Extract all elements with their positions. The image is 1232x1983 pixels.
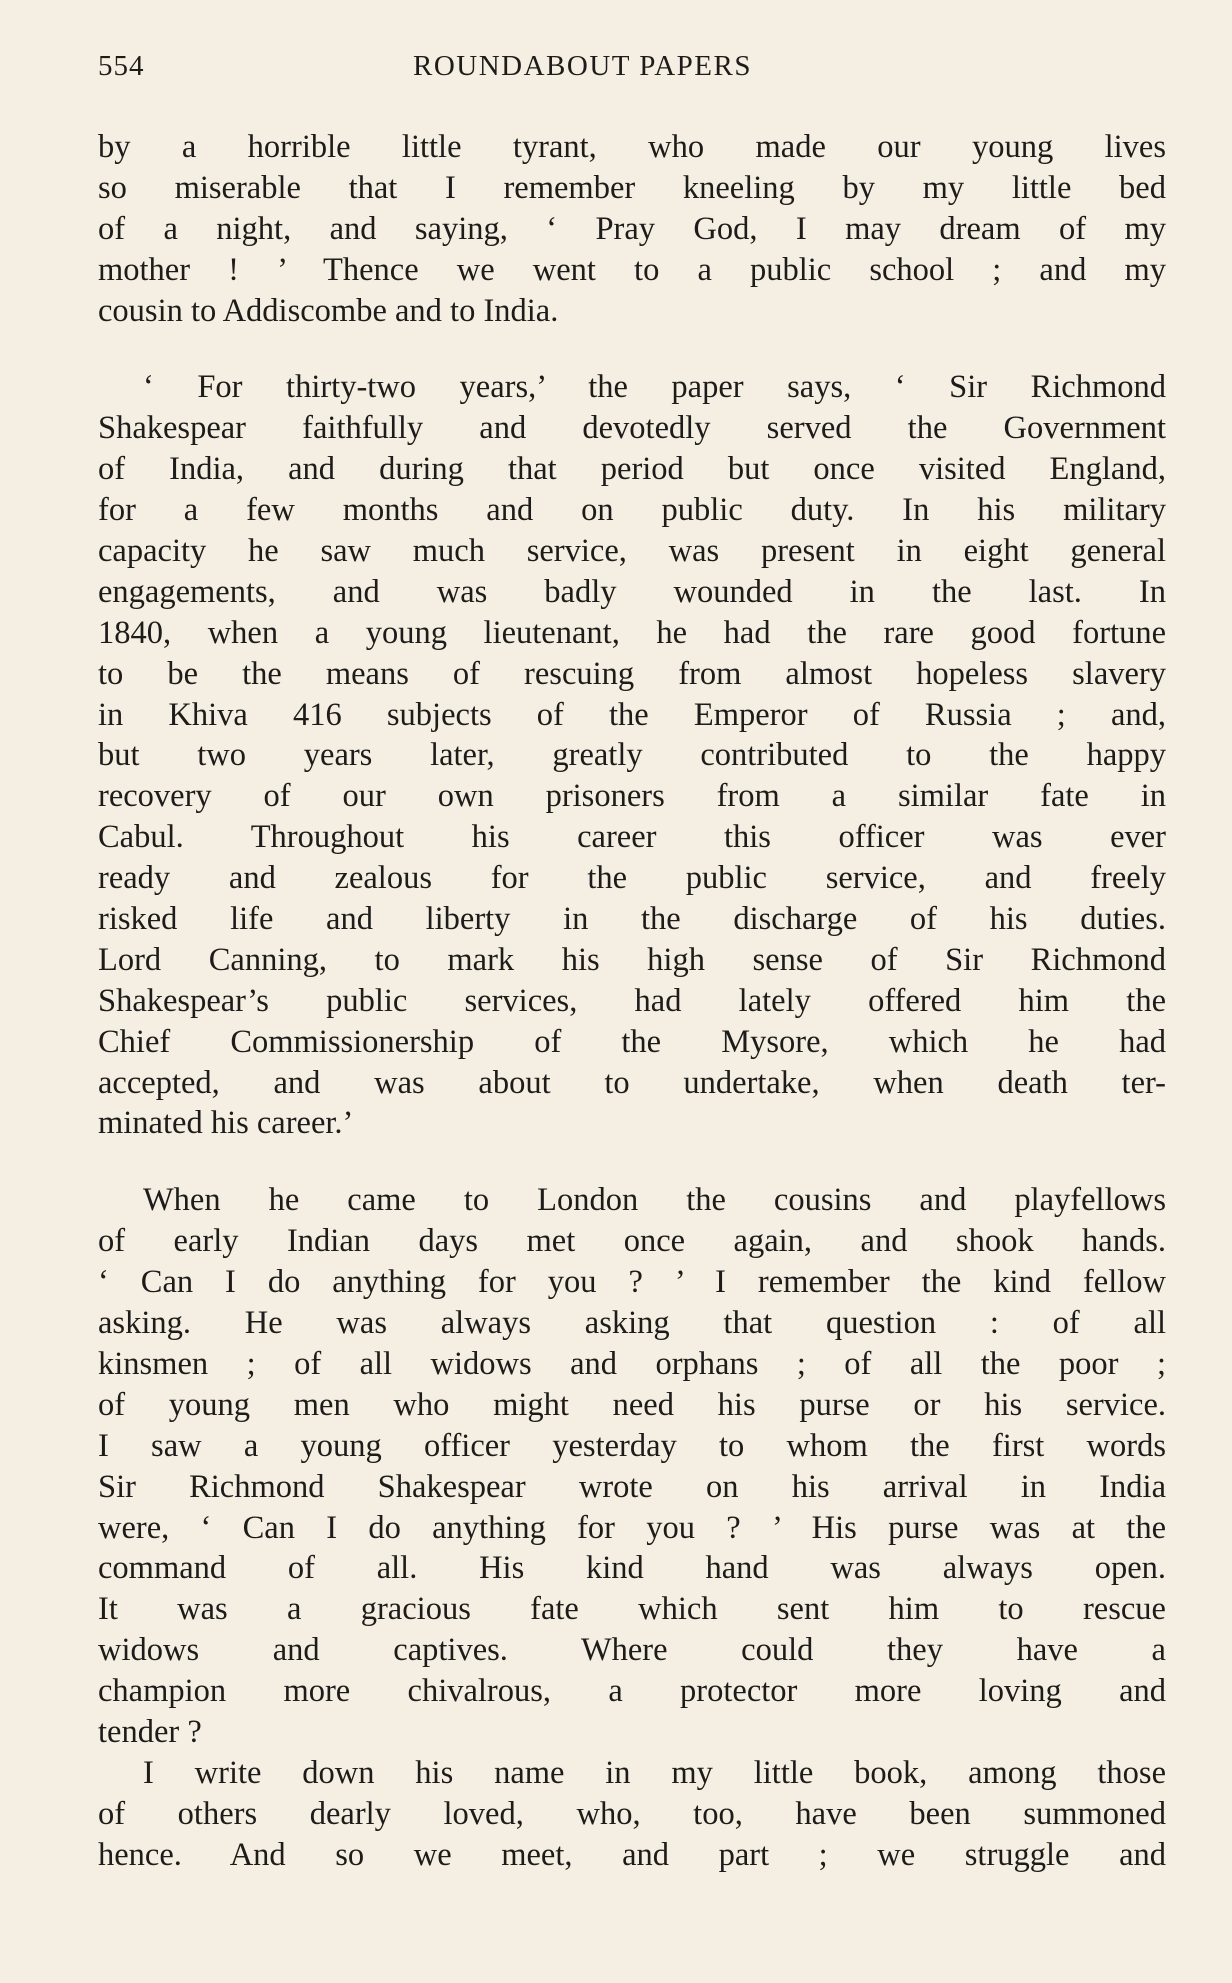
- text-line: recovery of our own prisoners from a similar fate in: [98, 778, 1166, 815]
- text-line: so miserable that I remember kneeling by my little bed: [98, 169, 1166, 206]
- text-line: command of all. His kind hand was always open.: [98, 1550, 1166, 1587]
- text-line: champion more chivalrous, a protector more loving and: [98, 1673, 1166, 1710]
- text-line: tender ?: [98, 1713, 202, 1750]
- paragraph: [98, 127, 1166, 331]
- text-line: Chief Commissionership of the Mysore, which he had: [98, 1023, 1166, 1060]
- text-line: but two years later, greatly contributed to the happy: [98, 737, 1166, 774]
- text-line: Lord Canning, to mark his high sense of Sir Richmond: [98, 941, 1166, 978]
- text-line: ‘ Can I do anything for you ? ’ I remember the kind fellow: [98, 1264, 1166, 1301]
- text-line: minated his career.’: [98, 1105, 354, 1142]
- text-line: of early Indian days met once again, and shook hands.: [98, 1223, 1166, 1260]
- text-line: Cabul. Throughout his career this officer was ever: [98, 819, 1166, 856]
- text-line: It was a gracious fate which sent him to rescue: [98, 1591, 1166, 1628]
- paragraph: [98, 367, 1166, 1144]
- text-line: by a horrible little tyrant, who made our young lives: [98, 129, 1166, 165]
- text-line: cousin to Addiscombe and to India.: [98, 292, 559, 329]
- paragraph-gap: [98, 1144, 1166, 1180]
- text-line: were, ‘ Can I do anything for you ? ’ His purse was at the: [98, 1509, 1166, 1546]
- paragraph: [98, 1180, 1166, 1752]
- text-line: for a few months and on public duty. In his military: [98, 492, 1166, 529]
- text-line: of young men who might need his purse or his service.: [98, 1386, 1166, 1423]
- text-line: ‘ For thirty-two years,’ the paper says, ‘ Sir Richmond: [143, 369, 1166, 406]
- text-line: hence. And so we meet, and part ; we struggle and: [98, 1836, 1166, 1873]
- text-line: When he came to London the cousins and playfellows: [143, 1182, 1166, 1219]
- text-line: kinsmen ; of all widows and orphans ; of all the poor ;: [98, 1345, 1166, 1382]
- paragraph: [98, 1753, 1166, 1876]
- text-line: mother ! ’ Thence we went to a public school ; and my: [98, 251, 1166, 288]
- page-number: 554: [98, 50, 145, 82]
- running-head: ROUNDABOUT PAPERS: [413, 50, 752, 82]
- text-line: of others dearly loved, who, too, have been summoned: [98, 1795, 1166, 1832]
- text-line: to be the means of rescuing from almost hopeless slavery: [98, 655, 1166, 692]
- text-line: risked life and liberty in the discharge of his duties.: [98, 901, 1166, 938]
- text-line: of India, and during that period but once visited England,: [98, 451, 1166, 488]
- text-line: Shakespear’s public services, had lately offered him the: [98, 982, 1166, 1019]
- paragraph-gap: [98, 331, 1166, 367]
- text-line: asking. He was always asking that question : of all: [98, 1305, 1166, 1342]
- body-text: [98, 127, 1166, 1876]
- text-line: ready and zealous for the public service, and freely: [98, 860, 1166, 897]
- text-line: I write down his name in my little book, among those: [143, 1754, 1166, 1791]
- text-line: Shakespear faithfully and devotedly served the Government: [98, 410, 1166, 447]
- text-line: of a night, and saying, ‘ Pray God, I may dream of my: [98, 210, 1166, 247]
- text-line: engagements, and was badly wounded in the last. In: [98, 573, 1166, 610]
- text-line: accepted, and was about to undertake, when death ter-: [98, 1064, 1166, 1101]
- page-header: [98, 50, 1166, 90]
- text-line: in Khiva 416 subjects of the Emperor of Russia ; and,: [98, 696, 1166, 733]
- text-line: widows and captives. Where could they have a: [98, 1632, 1166, 1669]
- text-line: capacity he saw much service, was present in eight general: [98, 533, 1166, 570]
- text-line: I saw a young officer yesterday to whom the first words: [98, 1427, 1166, 1464]
- text-line: 1840, when a young lieutenant, he had the rare good fortune: [98, 614, 1166, 651]
- text-line: Sir Richmond Shakespear wrote on his arrival in India: [98, 1468, 1166, 1505]
